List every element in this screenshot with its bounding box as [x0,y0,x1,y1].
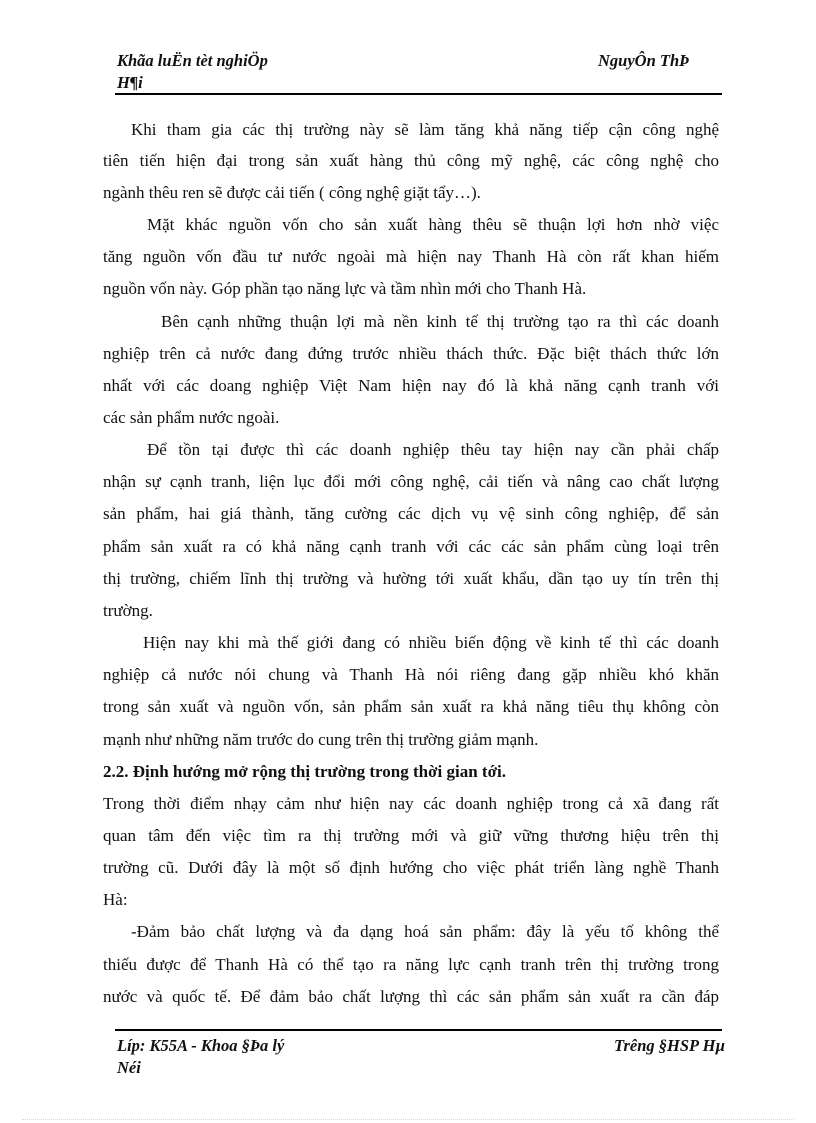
header-left [117,50,337,94]
text-line: Trong thời điểm nhạy cảm như hiện nay các doanh nghiệp trong cả xã đang rất [103,794,719,813]
text-line: các sản phẩm nước ngoài. [103,408,280,427]
text-line: nhận sự cạnh tranh, liện lục đổi mới công nghệ, cải tiến và nâng cao chất lượng [103,472,719,491]
text-line: Mặt khác nguồn vốn cho sản xuất hàng thêu sẽ thuận lợi hơn nhờ việc [147,215,719,234]
text-line: trong sản xuất và nguồn vốn, sản phẩm sản xuất ra khả năng tiêu thụ không còn [103,697,719,716]
footer-class-cont: Néi [117,1058,141,1077]
text-line: nguồn vốn này. Góp phần tạo năng lực và tầm nhìn mới cho Thanh Hà. [103,279,587,298]
text-line: thiếu được để Thanh Hà có thể tạo ra năng lực cạnh tranh trên thị trường trong [103,955,719,974]
section-heading: 2.2. Định hướng mở rộng thị trường trong thời gian tới. [103,762,506,781]
text-line: tăng nguồn vốn đầu tư nước ngoài mà hiện nay Thanh Hà còn rất khan hiếm [103,247,719,266]
text-line: phẩm sản xuất ra có khả năng cạnh tranh với các các sản phẩm cùng loại trên [103,537,719,556]
text-line: Bên cạnh những thuận lợi mà nền kinh tế thị trường tạo ra thì các doanh [161,312,719,331]
text-line: tiên tiến hiện đại trong sản xuất hàng thủ công mỹ nghệ, các công nghệ cho [103,151,719,170]
text-line: nghiệp trên cả nước đang đứng trước nhiều thách thức. Đặc biệt thách thức lớn [103,344,719,363]
header-rule [115,93,722,95]
text-line: nước và quốc tế. Để đảm bảo chất lượng thì các sản phẩm sản xuất ra cần đáp [103,987,719,1006]
header-author: NguyÔn ThÞ [598,51,690,70]
header-title-cont: H¶i [117,73,143,92]
text-line: Hiện nay khi mà thế giới đang có nhiều biến động về kinh tế thì các doanh [143,633,719,652]
footer-rule [115,1029,722,1031]
page-edge [22,1119,794,1120]
footer-school: Trêng §HSP Hµ [614,1036,725,1055]
text-line: Hà: [103,890,128,909]
footer-class: Líp: K55A - Khoa §Þa lý [117,1036,285,1055]
text-line: mạnh như những năm trước do cung trên thị trường giảm mạnh. [103,730,539,749]
footer-left [117,1035,357,1079]
text-line: quan tâm đến việc tìm ra thị trường mới và giữ vững thương hiệu trên thị [103,826,719,845]
text-line: ngành thêu ren sẽ được cải tiến ( công nghệ giặt tẩy…). [103,183,481,202]
text-line: nhất với các doang nghiệp Việt Nam hiện nay đó là khả năng cạnh tranh với [103,376,719,395]
text-line: trường cũ. Dưới đây là một số định hướng cho việc phát triển làng nghề Thanh [103,858,719,877]
text-line: Khi tham gia các thị trường này sẽ làm tăng khả năng tiếp cận công nghệ [131,120,719,139]
text-line: nghiệp cả nước nói chung và Thanh Hà nói riêng đang gặp nhiều khó khăn [103,665,719,684]
text-line: thị trường, chiếm lĩnh thị trường và hường tới xuất khẩu, dần tạo uy tín trên thị [103,569,719,588]
header-title: Khãa luËn tèt nghiÖp [117,51,268,70]
text-line: trường. [103,601,153,620]
text-line: Để tồn tại được thì các doanh nghiệp thêu tay hiện nay cần phải chấp [147,440,719,459]
text-line: sản phẩm, hai giá thành, tăng cường các dịch vụ vệ sinh công nghiệp, để sản [103,504,719,523]
text-line: -Đảm bảo chất lượng và đa dạng hoá sản phẩm: đây là yếu tố không thể [131,922,719,941]
